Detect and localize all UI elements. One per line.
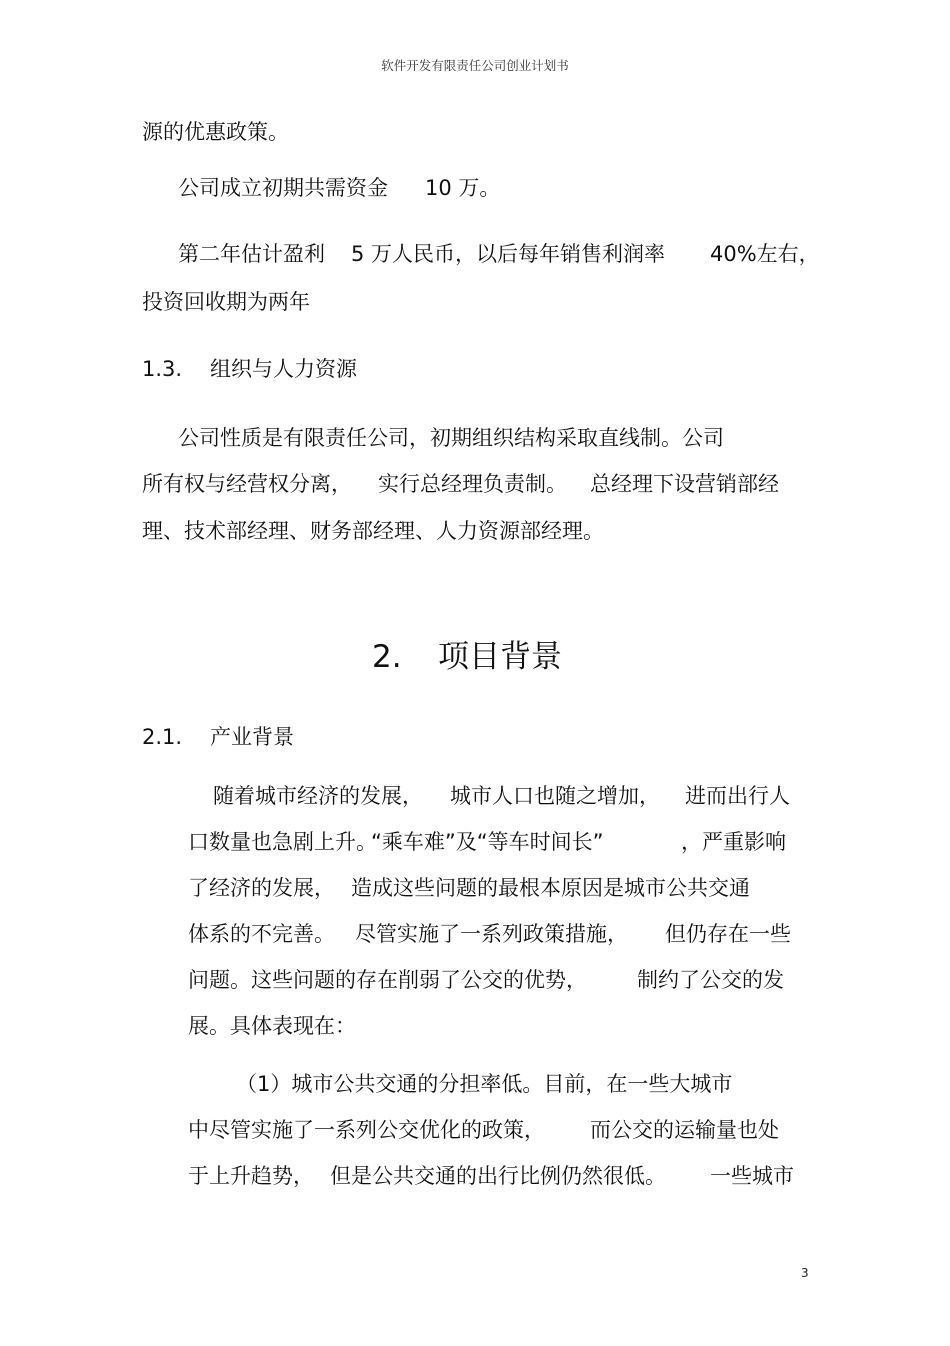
paragraph-line: 投资回收期为两年 xyxy=(142,290,310,314)
section-number: 2.1. xyxy=(142,725,183,749)
chapter-number: 2. xyxy=(372,639,402,675)
paragraph-line: “乘车难”及“等车时间长” xyxy=(371,830,604,854)
paragraph-line: 进而出行人 xyxy=(685,784,790,808)
section-heading: 组织与人力资源 xyxy=(210,357,357,381)
paragraph-line: 公司性质是有限责任公司，初期组织结构采取直线制。公司 xyxy=(178,426,724,450)
paragraph-line: 10 万。 xyxy=(425,176,501,200)
paragraph-line: 但仍存在一些 xyxy=(665,922,791,946)
paragraph-line: 中尽管实施了一系列公交优化的政策， xyxy=(188,1118,545,1142)
paragraph-line: （1）城市公共交通的分担率低。目前，在一些大城市 xyxy=(236,1072,733,1096)
paragraph-line: 展。具体表现在： xyxy=(188,1014,356,1038)
paragraph-line: 口数量也急剧上升。 xyxy=(188,830,377,854)
paragraph-line: 城市人口也随之增加， xyxy=(450,784,660,808)
paragraph-line: 而公交的运输量也处 xyxy=(590,1118,779,1142)
chapter-heading: 项目背景 xyxy=(438,639,562,675)
section-number: 1.3. xyxy=(142,357,183,381)
running-header: 软件开发有限责任公司创业计划书 xyxy=(381,58,569,73)
paragraph-line: 实行总经理负责制。 xyxy=(378,472,567,496)
paragraph-line: ，严重影响 xyxy=(681,830,786,854)
paragraph-line: 5 万人民币，以后每年销售利润率 xyxy=(351,242,666,266)
paragraph-line: 所有权与经营权分离， xyxy=(142,472,352,496)
section-heading: 产业背景 xyxy=(210,725,294,749)
paragraph-line: 总经理下设营销部经 xyxy=(590,472,779,496)
paragraph-line: 于上升趋势， xyxy=(188,1164,314,1188)
page-number: 3 xyxy=(801,1266,809,1280)
paragraph-line: 40%左右， xyxy=(710,242,820,266)
paragraph-line: 了经济的发展， xyxy=(188,876,335,900)
paragraph-line: 理、技术部经理、财务部经理、人力资源部经理。 xyxy=(142,519,604,543)
paragraph-line: 制约了公交的发 xyxy=(637,968,784,992)
paragraph-line: 造成这些问题的最根本原因是城市公共交通 xyxy=(351,876,750,900)
paragraph-line: 一些城市 xyxy=(710,1164,794,1188)
paragraph-line: 问题。这些问题的存在削弱了公交的优势， xyxy=(188,968,587,992)
paragraph-line: 体系的不完善。 xyxy=(188,922,335,946)
paragraph-line: 公司成立初期共需资金 xyxy=(178,176,388,200)
paragraph-line: 尽管实施了一系列政策措施， xyxy=(355,922,628,946)
paragraph-line: 但是公共交通的出行比例仍然很低。 xyxy=(330,1164,666,1188)
paragraph-line: 第二年估计盈利 xyxy=(178,242,325,266)
paragraph-line: 源的优惠政策。 xyxy=(142,120,289,144)
paragraph-line: 随着城市经济的发展， xyxy=(213,784,423,808)
